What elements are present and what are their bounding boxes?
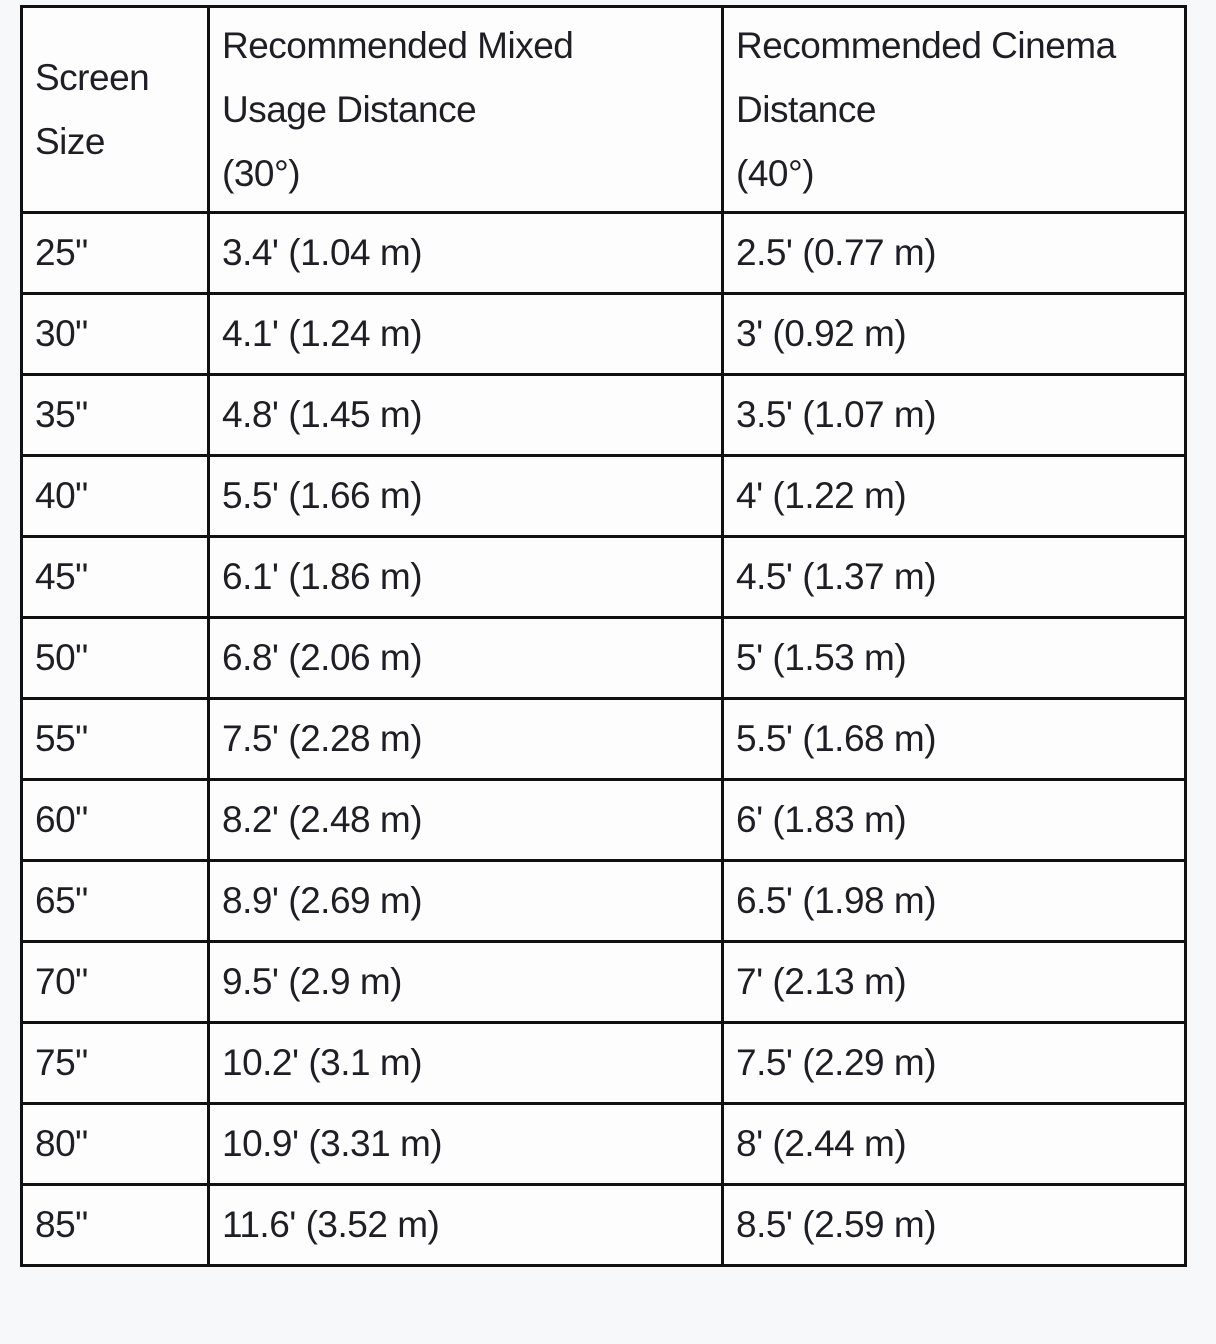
cell-cinema-distance: 7.5' (2.29 m)	[723, 1023, 1186, 1104]
cell-cinema-distance: 4.5' (1.37 m)	[723, 537, 1186, 618]
cell-screen-size: 35"	[22, 375, 209, 456]
header-row	[22, 7, 1186, 213]
cell-screen-size: 65"	[22, 861, 209, 942]
cell-cinema-distance: 6' (1.83 m)	[723, 780, 1186, 861]
header-screen-size	[22, 7, 209, 213]
cell-mixed-distance: 6.8' (2.06 m)	[209, 618, 723, 699]
viewing-distance-table	[20, 5, 1187, 1267]
table-row	[22, 618, 1186, 699]
header-mixed-usage-distance	[209, 7, 723, 213]
table-row	[22, 375, 1186, 456]
table-row	[22, 780, 1186, 861]
cell-screen-size: 70"	[22, 942, 209, 1023]
cell-mixed-distance: 8.9' (2.69 m)	[209, 861, 723, 942]
header-line: Size	[35, 120, 105, 162]
cell-mixed-distance: 6.1' (1.86 m)	[209, 537, 723, 618]
cell-cinema-distance: 5.5' (1.68 m)	[723, 699, 1186, 780]
cell-screen-size: 50"	[22, 618, 209, 699]
cell-cinema-distance: 2.5' (0.77 m)	[723, 213, 1186, 294]
table-row	[22, 456, 1186, 537]
table-row	[22, 861, 1186, 942]
cell-mixed-distance: 9.5' (2.9 m)	[209, 942, 723, 1023]
table-row	[22, 294, 1186, 375]
cell-cinema-distance: 3.5' (1.07 m)	[723, 375, 1186, 456]
table-header	[22, 7, 1186, 213]
table-row	[22, 213, 1186, 294]
table-row	[22, 1185, 1186, 1266]
cell-cinema-distance: 5' (1.53 m)	[723, 618, 1186, 699]
cell-mixed-distance: 4.1' (1.24 m)	[209, 294, 723, 375]
cell-cinema-distance: 7' (2.13 m)	[723, 942, 1186, 1023]
cell-mixed-distance: 8.2' (2.48 m)	[209, 780, 723, 861]
cell-screen-size: 40"	[22, 456, 209, 537]
cell-screen-size: 45"	[22, 537, 209, 618]
header-line: Distance	[736, 88, 876, 130]
cell-cinema-distance: 6.5' (1.98 m)	[723, 861, 1186, 942]
header-line: Recommended Mixed	[222, 24, 574, 66]
viewing-distance-table-container	[20, 5, 1187, 1267]
cell-screen-size: 30"	[22, 294, 209, 375]
cell-cinema-distance: 8.5' (2.59 m)	[723, 1185, 1186, 1266]
cell-screen-size: 60"	[22, 780, 209, 861]
cell-mixed-distance: 5.5' (1.66 m)	[209, 456, 723, 537]
header-line: Usage Distance	[222, 88, 477, 130]
cell-mixed-distance: 4.8' (1.45 m)	[209, 375, 723, 456]
header-line: Screen	[35, 56, 150, 98]
cell-cinema-distance: 8' (2.44 m)	[723, 1104, 1186, 1185]
header-line: Recommended Cinema	[736, 24, 1116, 66]
table-row	[22, 1104, 1186, 1185]
cell-screen-size: 25"	[22, 213, 209, 294]
cell-cinema-distance: 3' (0.92 m)	[723, 294, 1186, 375]
table-row	[22, 699, 1186, 780]
cell-screen-size: 55"	[22, 699, 209, 780]
header-line: (30°)	[222, 152, 301, 194]
cell-screen-size: 75"	[22, 1023, 209, 1104]
cell-cinema-distance: 4' (1.22 m)	[723, 456, 1186, 537]
table-row	[22, 537, 1186, 618]
cell-screen-size: 85"	[22, 1185, 209, 1266]
cell-mixed-distance: 3.4' (1.04 m)	[209, 213, 723, 294]
table-body	[22, 213, 1186, 1266]
cell-mixed-distance: 10.2' (3.1 m)	[209, 1023, 723, 1104]
table-row	[22, 1023, 1186, 1104]
cell-mixed-distance: 7.5' (2.28 m)	[209, 699, 723, 780]
cell-mixed-distance: 11.6' (3.52 m)	[209, 1185, 723, 1266]
cell-mixed-distance: 10.9' (3.31 m)	[209, 1104, 723, 1185]
table-row	[22, 942, 1186, 1023]
header-cinema-distance	[723, 7, 1186, 213]
cell-screen-size: 80"	[22, 1104, 209, 1185]
header-line: (40°)	[736, 152, 815, 194]
